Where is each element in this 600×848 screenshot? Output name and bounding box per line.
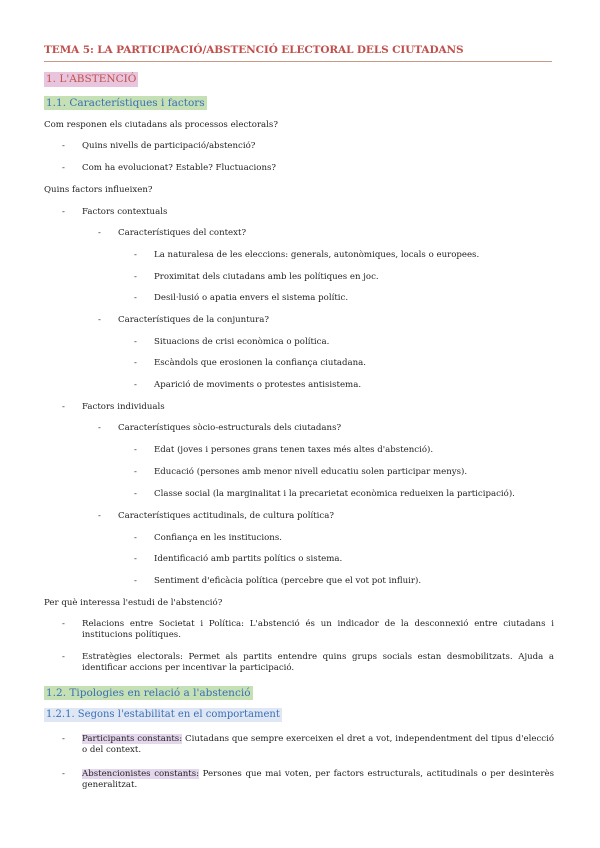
subsection-heading-1-2: 1.2. Tipologies en relació a l'abstenció: [46, 687, 251, 699]
dash-marker: -: [62, 163, 65, 173]
page-title: TEMA 5: LA PARTICIPACIÓ/ABSTENCIÓ ELECTORAL DELS CIUTADANS: [44, 44, 464, 56]
list-item: Aparició de moviments o protestes antisistema.: [154, 380, 362, 390]
list-item: Característiques actitudinals, de cultura política?: [118, 511, 334, 521]
dash-marker: -: [134, 358, 137, 368]
dash-marker: -: [134, 337, 137, 347]
list-item: Identificació amb partits polítics o sistema.: [154, 554, 343, 564]
question-2: Quins factors influeixen?: [44, 185, 153, 195]
dash-marker: -: [134, 554, 137, 564]
dash-marker: -: [98, 315, 101, 325]
list-item: Educació (persones amb menor nivell educatiu solen participar menys).: [154, 467, 468, 477]
question-3: Per què interessa l'estudi de l'abstenció?: [44, 598, 223, 608]
list-item: Classe social (la marginalitat i la precarietat econòmica redueixen la participació).: [154, 489, 515, 499]
dash-marker: -: [134, 380, 137, 390]
dash-marker: -: [134, 489, 137, 499]
dash-marker: -: [98, 423, 101, 433]
term-definition: Ciutadans que sempre exerceixen el dret a vot, independentment del tipus d'elecció o del context.: [82, 734, 554, 755]
list-item: Característiques sòcio-estructurals dels ciutadans?: [118, 423, 342, 433]
title-divider: [44, 61, 552, 62]
dash-marker: -: [134, 467, 137, 477]
dash-marker: -: [134, 272, 137, 282]
list-item: Com ha evolucionat? Estable? Fluctuacions?: [82, 163, 276, 173]
question-1: Com responen els ciutadans als processos electorals?: [44, 120, 278, 130]
subsubsection-heading-1-2-1: 1.2.1. Segons l'estabilitat en el comportament: [46, 709, 280, 720]
list-item: Desil·lusió o apatia envers el sistema polític.: [154, 293, 349, 303]
list-item: Relacions entre Societat i Política: L'abstenció és un indicador de la desconnexió entre ciutadans i institucions polítiques.: [82, 619, 554, 640]
dash-marker: -: [134, 293, 137, 303]
section-heading-abstencio: 1. L'ABSTENCIÓ: [46, 73, 137, 85]
list-item: Situacions de crisi econòmica o política.: [154, 337, 330, 347]
dash-marker: -: [62, 769, 65, 779]
dash-marker: -: [134, 445, 137, 455]
dash-marker: -: [62, 141, 65, 151]
list-item: Quins nivells de participació/abstenció?: [82, 141, 256, 151]
dash-marker: -: [62, 619, 65, 629]
dash-marker: -: [62, 402, 65, 412]
list-item: Factors contextuals: [82, 207, 168, 217]
dash-marker: -: [134, 250, 137, 260]
list-item: Estratègies electorals: Permet als partits entendre quins grups socials estan desmobilitzats. Ajuda a identificar accions per incentivar la participació.: [82, 652, 554, 673]
list-item: Característiques del context?: [118, 228, 247, 238]
list-item: [82, 769, 554, 791]
term-definition: Persones que mai voten, per factors estructurals, actitudinals o per desinterès generalitzat.: [82, 769, 554, 790]
highlighted-term: Abstencionistes constants:: [82, 769, 199, 779]
list-item: Característiques de la conjuntura?: [118, 315, 270, 325]
list-item: Sentiment d'eficàcia política (percebre que el vot pot influir).: [154, 576, 422, 586]
list-item: Factors individuals: [82, 402, 165, 412]
list-item: Confiança en les institucions.: [154, 533, 282, 543]
dash-marker: -: [62, 652, 65, 662]
dash-marker: -: [62, 207, 65, 217]
list-item: [82, 734, 554, 756]
list-item: Edat (joves i persones grans tenen taxes més altes d'abstenció).: [154, 445, 434, 455]
dash-marker: -: [134, 533, 137, 543]
dash-marker: -: [134, 576, 137, 586]
dash-marker: -: [62, 734, 65, 744]
subsection-heading-1-1: 1.1. Característiques i factors: [46, 97, 205, 109]
dash-marker: -: [98, 228, 101, 238]
dash-marker: -: [98, 511, 101, 521]
list-item: Proximitat dels ciutadans amb les polítiques en joc.: [154, 272, 379, 282]
highlighted-term: Participants constants:: [82, 734, 183, 744]
list-item: La naturalesa de les eleccions: generals, autonòmiques, locals o europees.: [154, 250, 480, 260]
list-item: Escàndols que erosionen la confiança ciutadana.: [154, 358, 367, 368]
